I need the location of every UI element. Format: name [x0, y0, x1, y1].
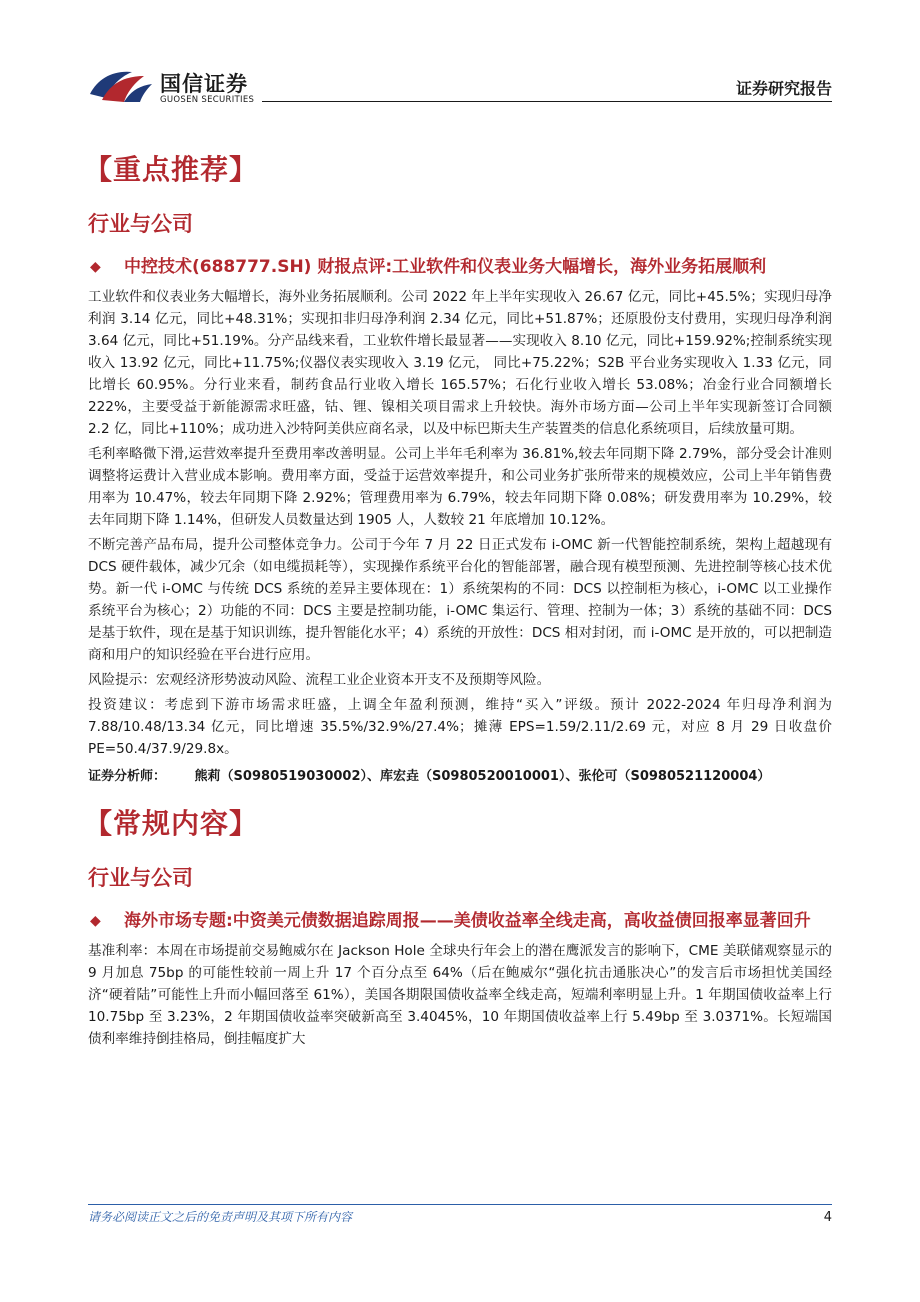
- diamond-bullet-icon: ◆: [90, 259, 101, 275]
- footer-divider: [88, 1204, 832, 1205]
- report-type-label: 证券研究报告: [735, 79, 832, 98]
- header-divider: [262, 101, 832, 102]
- article-paragraph: 风险提示：宏观经济形势波动风险、流程工业企业资本开支不及预期等风险。: [88, 672, 551, 688]
- logo-english-name: GUOSEN SECURITIES: [160, 95, 255, 105]
- section-title-regular-content: 【常规内容】: [84, 807, 259, 840]
- article-paragraph: 不断完善产品布局，提升公司整体竞争力。公司于今年 7 月 22 日正式发布 i-OMC 新一代智能控制系统，架构上超越现有 DCS 硬件载体，减少冗余（如电缆损耗等），实现操作系统平台化的智能部署，融合现有模型预测、先进控制等核心技术优势。新一代 i-OMC 与传统 DCS 系统的差异主要体现在：1）系统架构的不同：DCS 以控制柜为核心，i-OMC 以工业操作系统平台为核心；2）功能的不同：DCS 主要是控制功能，i-OMC 集运行、管理、控制为一体；3）系统的基础不同：DCS 是基于软件，现在是基于知识训练，提升智能化水平；4）系统的开放性：DCS 相对封闭，而 i-OMC 是开放的，可以把制造商和用户的知识经验在平台进行应用。: [88, 537, 832, 663]
- main-content: [84, 140, 832, 1053]
- article-title[interactable]: [88, 908, 832, 934]
- article-title-text: 海外市场专题:中资美元债数据追踪周报——美债收益率全线走高，高收益债回报率显著回升: [124, 911, 811, 931]
- diamond-bullet-icon: ◆: [90, 913, 101, 929]
- article-title[interactable]: [88, 254, 832, 280]
- page-header: [0, 0, 920, 110]
- analysts-label: 证券分析师：: [88, 769, 167, 784]
- company-logo: [88, 64, 258, 108]
- page-number: 4: [823, 1210, 832, 1225]
- guosen-logo-icon: [88, 64, 154, 104]
- logo-chinese-name: 国信证券: [160, 72, 248, 96]
- disclaimer-text: 请务必阅读正文之后的免责声明及其项下所有内容: [88, 1210, 353, 1224]
- article-paragraph: 工业软件和仪表业务大幅增长，海外业务拓展顺利。公司 2022 年上半年实现收入 26.67 亿元，同比+45.5%；实现归母净利润 3.14 亿元，同比+48.31%；实现扣非归母净利润 2.34 亿元，同比+51.87%；还原股份支付费用，实现归母净利润 3.64 亿元，同比+51.19%。分产品线来看，工业软件增长最显著——实现收入 8.10 亿元，同比+159.92%;控制系统实现收入 13.92 亿元，同比+11.75%;仪器仪表实现收入 3.19 亿元， 同比+75.22%；S2B 平台业务实现收入 1.33 亿元，同比增长 60.95%。分行业来看，制药食品行业收入增长 165.57%；石化行业收入增长 53.08%；冶金行业合同额增长 222%，主要受益于新能源需求旺盛，钴、锂、镍相关项目需求上升较快。海外市场方面—公司上半年实现新签订合同额 2.2 亿，同比+110%；成功进入沙特阿美供应商名录，以及中标巴斯夫生产装置类的信息化系统项目，后续放量可期。: [88, 289, 832, 437]
- analysts-names: 熊莉（S0980519030002）、库宏垚（S0980520010001）、张伦可（S0980521120004）: [194, 769, 771, 784]
- subsection-industry-company: 行业与公司: [88, 212, 193, 236]
- article-paragraph: 投资建议：考虑到下游市场需求旺盛，上调全年盈利预测，维持“买入”评级。预计 2022-2024 年归母净利润为 7.88/10.48/13.34 亿元，同比增速 35.5%/32.9%/27.4%；摊薄 EPS=1.59/2.11/2.69 元，对应 8 月 29 日收盘价 PE=50.4/37.9/29.8x。: [88, 697, 832, 757]
- section-title-key-recommendations: 【重点推荐】: [84, 153, 259, 186]
- article-paragraph: 基准利率：本周在市场提前交易鲍威尔在 Jackson Hole 全球央行年会上的潜在鹰派发言的影响下，CME 美联储观察显示的 9 月加息 75bp 的可能性较前一周上升 17 个百分点至 64%（后在鲍威尔“强化抗击通胀决心”的发言后市场担忧美国经济“硬着陆”可能性上升而小幅回落至 61%），美国各期限国债收益率全线走高，短端利率明显上升。1 年期国债收益率上行 10.75bp 至 3.23%，2 年期国债收益率突破新高至 3.4045%，10 年期国债收益率上行 5.49bp 至 3.0371%。长短端国债利率维持倒挂格局，倒挂幅度扩大: [88, 943, 832, 1047]
- analysts-line: [88, 766, 832, 788]
- subsection-industry-company: 行业与公司: [88, 866, 193, 890]
- article-paragraph: 毛利率略微下滑,运营效率提升至费用率改善明显。公司上半年毛利率为 36.81%,较去年同期下降 2.79%，部分受会计准则调整将运费计入营业成本影响。费用率方面，受益于运营效率提升，和公司业务扩张所带来的规模效应，公司上半年销售费用率为 10.47%，较去年同期下降 2.92%；管理费用率为 6.79%，较去年同期下降 0.08%；研发费用率为 10.29%，较去年同期下降 1.14%，但研发人员数量达到 1905 人，人数较 21 年底增加 10.12%。: [88, 446, 832, 528]
- article-title-text: 中控技术(688777.SH) 财报点评:工业软件和仪表业务大幅增长，海外业务拓展顺利: [124, 257, 767, 277]
